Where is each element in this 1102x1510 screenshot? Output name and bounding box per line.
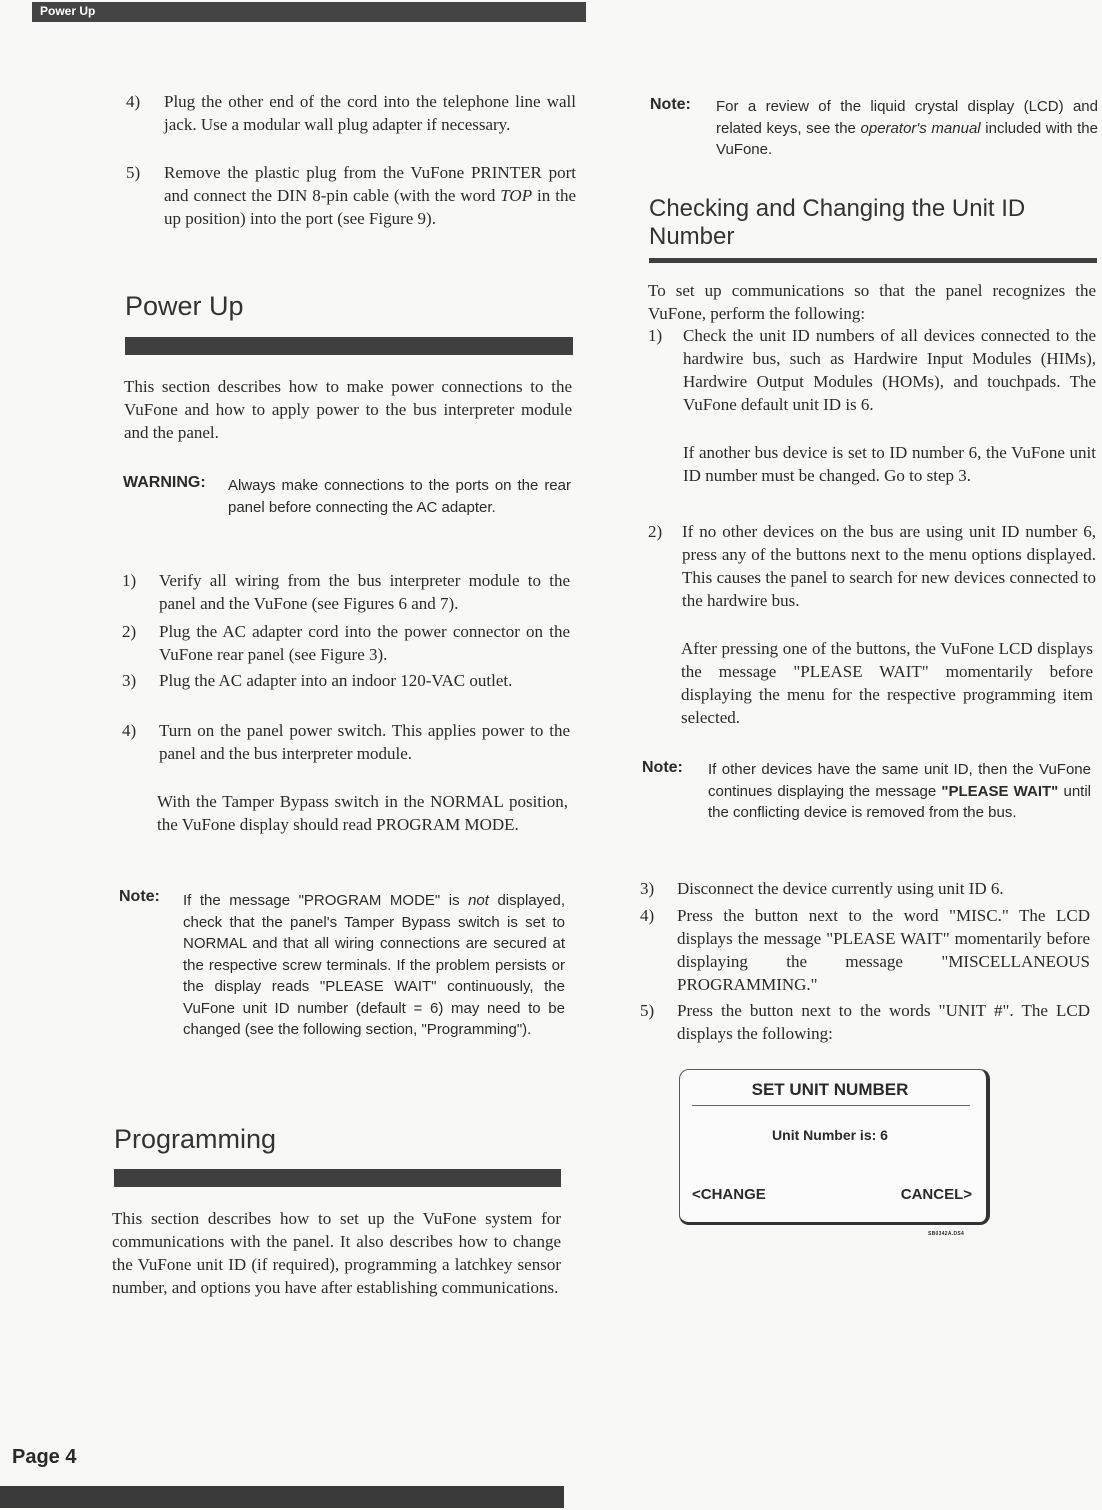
- lcd-cancel-softkey: CANCEL>: [900, 1186, 972, 1203]
- list-text: Check the unit ID numbers of all devices connected to the hardwire bus, such as Hardwire Input Modules (HIMs), Hardwire Output Modules (HOMs), and touchpads. The VuFone default unit ID is 6.: [683, 326, 1096, 414]
- list-text: Plug the AC adapter into an indoor 120-VAC outlet.: [159, 671, 513, 690]
- list-item: [640, 877, 1090, 900]
- programming-paragraph: This section describes how to set up the VuFone system for communications with the panel. It also describes how to change the VuFone unit ID (if required), programming a latchkey sensor number, and options you have after establishing communications.: [112, 1209, 561, 1297]
- lcd-value-line: Unit Number is: 6: [772, 1127, 888, 1143]
- figure-id: SB0342A.DS4: [928, 1231, 965, 1237]
- note-label: Note:: [119, 888, 160, 905]
- section-rule: [125, 337, 573, 355]
- page-number: Page 4: [12, 1446, 77, 1468]
- power-up-paragraph: This section describes how to make power connections to the VuFone and how to apply power to the bus interpreter module and the panel.: [124, 377, 572, 442]
- step-followup: After pressing one of the buttons, the VuFone LCD displays the message "PLEASE WAIT" momentarily before displaying the menu for the respective programming item selected.: [681, 639, 1093, 727]
- warning-label: WARNING:: [123, 474, 206, 491]
- list-text: If no other devices on the bus are using unit ID number 6, press any of the buttons next to the menu options displayed. This causes the panel to search for new devices connected to the hardwire bus.: [682, 522, 1096, 610]
- section-heading-programming: Programming: [114, 1124, 277, 1154]
- list-number: 3): [122, 671, 137, 690]
- list-item: [640, 904, 1090, 996]
- lcd-change-softkey: <CHANGE: [692, 1186, 766, 1203]
- list-item: [126, 161, 576, 230]
- section-heading-unit-id: Checking and Changing the Unit ID Number: [649, 195, 1026, 250]
- list-item: [122, 669, 570, 692]
- unit-id-intro: To set up communications so that the panel recognizes the VuFone, perform the following:: [648, 281, 1096, 323]
- section-rule: [114, 1169, 561, 1187]
- list-number: 1): [122, 571, 137, 590]
- list-text: Press the button next to the words "UNIT #". The LCD displays the following:: [677, 1001, 1090, 1043]
- note-text: For a review of the liquid crystal display (LCD) and related keys, see the operator's manual included with the VuFone.: [716, 98, 1098, 158]
- note-text: If the message "PROGRAM MODE" is not displayed, check that the panel's Tamper Bypass switch is set to NORMAL and that all wiring connections are secured at the respective screw terminals. If the problem persists or the display reads "PLEASE WAIT" continuously, the VuFone unit ID number (default = 6) may need to be changed (see the following section, "Programming").: [183, 892, 566, 1038]
- list-text: Disconnect the device currently using unit ID 6.: [677, 879, 1004, 898]
- note-label: Note:: [642, 759, 683, 776]
- list-text: Turn on the panel power switch. This applies power to the panel and the bus interpreter module.: [159, 721, 570, 763]
- list-item: [122, 620, 570, 666]
- warning-text: Always make connections to the ports on the rear panel before connecting the AC adapter.: [228, 477, 571, 516]
- list-text: Verify all wiring from the bus interpreter module to the panel and the VuFone (see Figures 6 and 7).: [159, 571, 570, 613]
- note-label: Note:: [650, 96, 691, 113]
- footer-bar: [0, 1486, 564, 1508]
- list-number: 4): [126, 92, 141, 111]
- list-text: Press the button next to the word "MISC." The LCD displays the message "PLEASE WAIT" momentarily before displaying the message "MISCELLANEOUS PROGRAMMING.": [677, 906, 1090, 994]
- list-number: 5): [640, 1001, 655, 1020]
- list-number: 4): [640, 906, 655, 925]
- list-number: 3): [640, 879, 655, 898]
- lcd-title: SET UNIT NUMBER: [751, 1080, 909, 1099]
- list-number: 4): [122, 721, 137, 740]
- list-number: 5): [126, 163, 141, 182]
- list-item: [648, 324, 1096, 416]
- list-item: [122, 569, 570, 615]
- step-followup: With the Tamper Bypass switch in the NORMAL position, the VuFone display should read PROGRAM MODE.: [157, 792, 568, 834]
- lcd-display-figure: [679, 1069, 990, 1225]
- list-number: 2): [648, 522, 663, 541]
- running-header-title: Power Up: [40, 4, 96, 18]
- list-text: Plug the other end of the cord into the telephone line wall jack. Use a modular wall plug adapter if necessary.: [164, 92, 576, 134]
- list-text: Plug the AC adapter cord into the power connector on the VuFone rear panel (see Figure 3).: [159, 622, 570, 664]
- running-header-bar: [32, 2, 586, 22]
- list-text: Remove the plastic plug from the VuFone PRINTER port and connect the DIN 8-pin cable (with the word TOP in the up position) into the port (see Figure 9).: [164, 163, 576, 228]
- section-rule: [649, 258, 1097, 263]
- list-item: [648, 520, 1096, 612]
- note-text: If other devices have the same unit ID, then the VuFone continues displaying the message "PLEASE WAIT" until the conflicting device is removed from the bus.: [708, 761, 1091, 821]
- list-item: [126, 90, 576, 136]
- step-followup: If another bus device is set to ID number 6, the VuFone unit ID number must be changed. Go to step 3.: [683, 443, 1096, 485]
- lcd-divider: [692, 1105, 970, 1106]
- list-item: [122, 719, 570, 765]
- list-number: 1): [648, 326, 663, 345]
- list-item: [640, 999, 1090, 1045]
- section-heading-power-up: Power Up: [125, 291, 244, 321]
- list-number: 2): [122, 622, 137, 641]
